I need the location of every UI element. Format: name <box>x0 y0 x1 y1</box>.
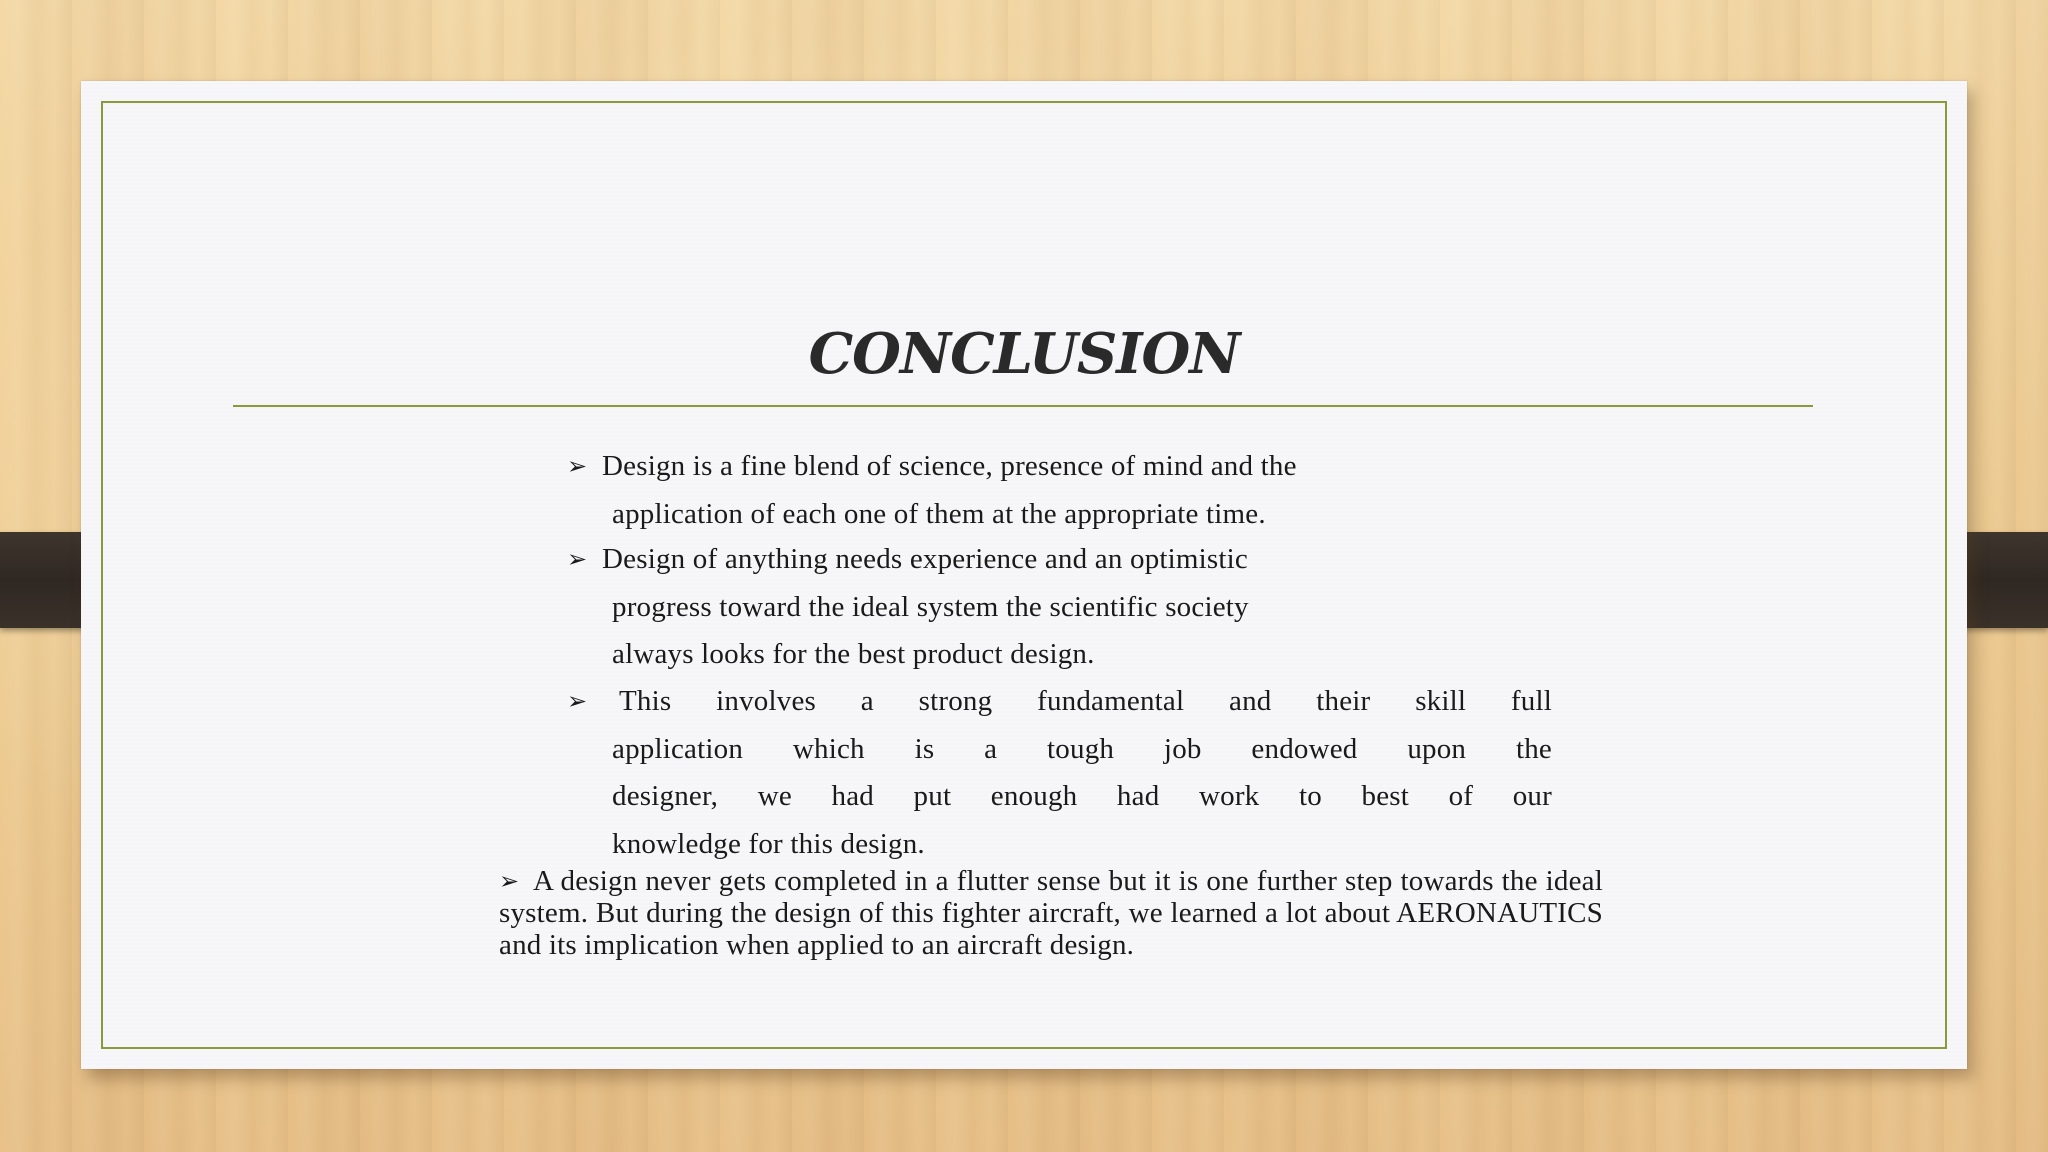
slide-card <box>81 81 1967 1069</box>
bullet-3-line-1: This involves a strong fundamental and their skill full <box>619 685 1552 717</box>
bullet-4-text: A design never gets completed in a flutter sense but it is one further step towards the ideal system. But during the design of this fighter aircraft, we learned a lot about AERONAUTICS and its implication when applied to an aircraft design. <box>499 865 1603 961</box>
bullet-3-line-2: application which is a tough job endowed upon the <box>612 732 1552 765</box>
arrow-bullet-icon: ➢ <box>499 867 520 895</box>
bullet-2-line-1: Design of anything needs experience and an optimistic <box>602 543 1248 575</box>
bullet-3-line-3: designer, we had put enough had work to best of our <box>612 780 1552 812</box>
arrow-bullet-icon: ➢ <box>567 545 588 573</box>
slide-title: CONCLUSION <box>808 321 1240 387</box>
bullet-2-line-2: progress toward the ideal system the scientific society <box>612 590 1249 623</box>
arrow-bullet-icon: ➢ <box>567 687 588 715</box>
bullet-4 <box>499 865 1603 961</box>
bullet-3 <box>567 678 1552 868</box>
bullet-1-line-2: application of each one of them at the appropriate time. <box>612 497 1266 530</box>
bullet-3-line-4: knowledge for this design. <box>612 827 925 860</box>
bullet-1 <box>567 443 1552 538</box>
arrow-bullet-icon: ➢ <box>567 452 588 480</box>
bullet-2 <box>567 536 1552 679</box>
slide-content <box>81 81 1967 1069</box>
bullet-2-line-3: always looks for the best product design. <box>612 638 1095 670</box>
bullet-1-line-1: Design is a fine blend of science, presence of mind and the <box>602 450 1297 482</box>
